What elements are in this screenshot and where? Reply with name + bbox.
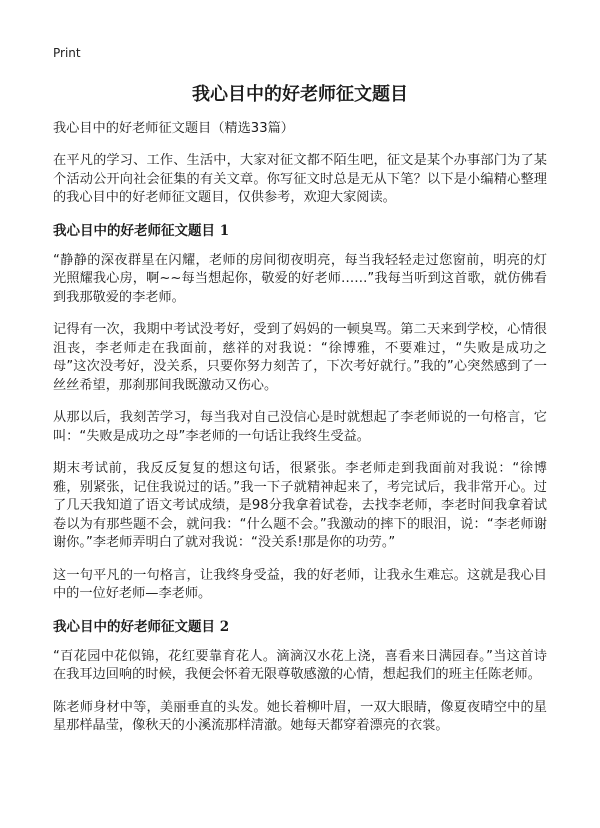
page-title: 我心目中的好老师征文题目 [192,84,408,105]
section-heading-2: 我心目中的好老师征文题目 2 [53,618,230,635]
article-subtitle: 我心目中的好老师征文题目（精选33篇） [53,121,294,136]
section-1-paragraph-1: “静静的深夜群星在闪耀，老师的房间彻夜明亮，每当我轻轻走过您窗前，明亮的灯光照耀我心房，啊~~每当想起你，敬爱的好老师……”我每当听到这首歌，就仿佛看到我那敬爱的李老师。 [53,252,547,305]
section-heading-1: 我心目中的好老师征文题目 1 [53,222,230,239]
section-1-paragraph-5: 这一句平凡的一句格言，让我终身受益，我的好老师，让我永生难忘。这就是我心目中的一位好老师—李老师。 [53,567,547,601]
section-1-paragraph-4: 期末考试前，我反反复复的想这句话，很紧张。李老师走到我面前对我说：“徐博雅，别紧张，记住我说过的话。”我一下子就精神起来了，考完试后，我非常开心。过了几天我知道了语文考试成绩，是98分我拿着试卷，去找李老师，李老时间我拿着试卷以为有那些题不会，就问我：“什么题不会。”我激动的摔下的眼泪，说：“李老师谢谢你。”李老师弄明白了就对我说：“没关系!那是你的功劳。” [53,461,547,550]
section-1-paragraph-2: 记得有一次，我期中考试没考好，受到了妈妈的一顿臭骂。第二天来到学校，心情很沮丧，李老师走在我面前，慈祥的对我说：“徐博雅，不要难过，“失败是成功之母”这次没考好，没关系，只要你努力刻苦了，下次考好就行。”我的”心突然感到了一丝丝希望，那刹那间我既激动又伤心。 [53,322,547,393]
section-1-paragraph-3: 从那以后，我刻苦学习，每当我对自己没信心是时就想起了李老师说的一句格言，它叫：“失败是成功之母”李老师的一句话让我终生受益。 [53,410,547,444]
intro-paragraph: 在平凡的学习、工作、生活中，大家对征文都不陌生吧，征文是某个办事部门为了某个活动公开向社会征集的有关文章。你写征文时总是无从下笔？以下是小编精心整理的我心目中的好老师征文题目，仅供参考，欢迎大家阅读。 [53,153,547,205]
section-2-paragraph-2: 陈老师身材中等，美丽垂直的头发。她长着柳叶眉，一双大眼睛，像夏夜晴空中的星星那样晶莹，像秋天的小溪流那样清澈。她每天都穿着漂亮的衣裳。 [53,699,547,733]
article-body [53,120,547,750]
section-2-paragraph-1: “百花园中花似锦，花红要靠育花人。滴滴汉水花上浇，喜看来日满园春。”当这首诗在我耳边回响的时候，我便会怀着无限尊敬感激的心情，想起我们的班主任陈老师。 [53,648,547,682]
print-link[interactable]: Print [53,46,81,60]
